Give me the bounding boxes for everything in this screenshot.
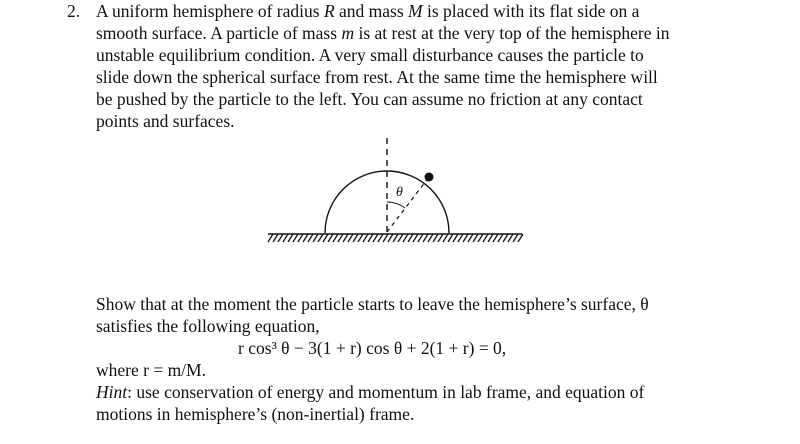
hatch-mark xyxy=(288,234,293,242)
hatch-mark xyxy=(293,234,298,242)
hatch-mark xyxy=(298,234,303,242)
hatch-mark xyxy=(373,234,378,242)
text: unstable equilibrium condition. A very small disturbance causes the particle to xyxy=(96,45,644,65)
hatch-mark xyxy=(503,234,508,242)
hatch-mark xyxy=(378,234,383,242)
task-line-2: satisfies the following equation, xyxy=(96,316,320,336)
hatch-mark xyxy=(443,234,448,242)
hatch-mark xyxy=(473,234,478,242)
hatch-mark xyxy=(508,234,513,242)
ground-hatching xyxy=(268,234,523,242)
angle-label: θ xyxy=(396,185,403,200)
hatch-mark xyxy=(308,234,313,242)
problem-number: 2. xyxy=(67,1,81,21)
text: and mass xyxy=(334,1,409,21)
hatch-mark xyxy=(303,234,308,242)
text: A uniform hemisphere of radius xyxy=(96,1,324,21)
hatch-mark xyxy=(498,234,503,242)
text: is at rest at the very top of the hemisphere in xyxy=(354,23,670,43)
hatch-mark xyxy=(398,234,403,242)
radius-line xyxy=(387,177,429,232)
task-text xyxy=(96,293,786,337)
text: slide down the spherical surface from rest. At the same time the hemisphere will xyxy=(96,67,658,87)
hatch-mark xyxy=(453,234,458,242)
var-m: m xyxy=(341,23,355,43)
hatch-mark xyxy=(448,234,453,242)
hatch-mark xyxy=(483,234,488,242)
angle-arc xyxy=(387,202,405,208)
hatch-mark xyxy=(428,234,433,242)
hint-label: Hint xyxy=(96,382,128,402)
hatch-mark xyxy=(458,234,463,242)
hatch-mark xyxy=(268,234,273,242)
equation: r cos³ θ − 3(1 + r) cos θ + 2(1 + r) = 0, xyxy=(238,338,507,358)
hint-block xyxy=(96,359,786,425)
hatch-mark xyxy=(388,234,393,242)
var-M: M xyxy=(408,1,423,21)
hatch-mark xyxy=(468,234,473,242)
hatch-mark xyxy=(403,234,408,242)
hatch-mark xyxy=(408,234,413,242)
hatch-mark xyxy=(273,234,278,242)
hatch-mark xyxy=(338,234,343,242)
hint-line-1 xyxy=(96,381,786,403)
var-R: R xyxy=(323,1,335,21)
text: points and surfaces. xyxy=(96,111,235,131)
hatch-mark xyxy=(433,234,438,242)
hatch-mark xyxy=(393,234,398,242)
particle-dot xyxy=(425,173,434,182)
hatch-mark xyxy=(313,234,318,242)
hatch-mark xyxy=(358,234,363,242)
hatch-mark xyxy=(318,234,323,242)
hatch-mark xyxy=(283,234,288,242)
hatch-mark xyxy=(353,234,358,242)
hatch-mark xyxy=(488,234,493,242)
hatch-mark xyxy=(438,234,443,242)
hatch-mark xyxy=(323,234,328,242)
hatch-mark xyxy=(493,234,498,242)
hatch-mark xyxy=(333,234,338,242)
hatch-mark xyxy=(518,234,523,242)
hatch-mark xyxy=(478,234,483,242)
where-line: where r = m/M. xyxy=(96,360,206,380)
text: smooth surface. A particle of mass xyxy=(96,23,342,43)
text: is placed with its flat side on a xyxy=(422,1,640,21)
hatch-mark xyxy=(463,234,468,242)
hatch-mark xyxy=(413,234,418,242)
hatch-mark xyxy=(363,234,368,242)
hatch-mark xyxy=(513,234,518,242)
task-line-1: Show that at the moment the particle starts to leave the hemisphere’s surface, θ xyxy=(96,294,649,314)
hatch-mark xyxy=(368,234,373,242)
hatch-mark xyxy=(348,234,353,242)
hatch-mark xyxy=(383,234,388,242)
hatch-mark xyxy=(328,234,333,242)
text: be pushed by the particle to the left. You can assume no friction at any contact xyxy=(96,89,643,109)
hint-line-2: motions in hemisphere’s (non-inertial) frame. xyxy=(96,404,415,424)
hint-text-1: : use conservation of energy and momentum in lab frame, and equation of xyxy=(127,382,645,402)
hatch-mark xyxy=(423,234,428,242)
hatch-mark xyxy=(278,234,283,242)
hatch-mark xyxy=(343,234,348,242)
hatch-mark xyxy=(418,234,423,242)
